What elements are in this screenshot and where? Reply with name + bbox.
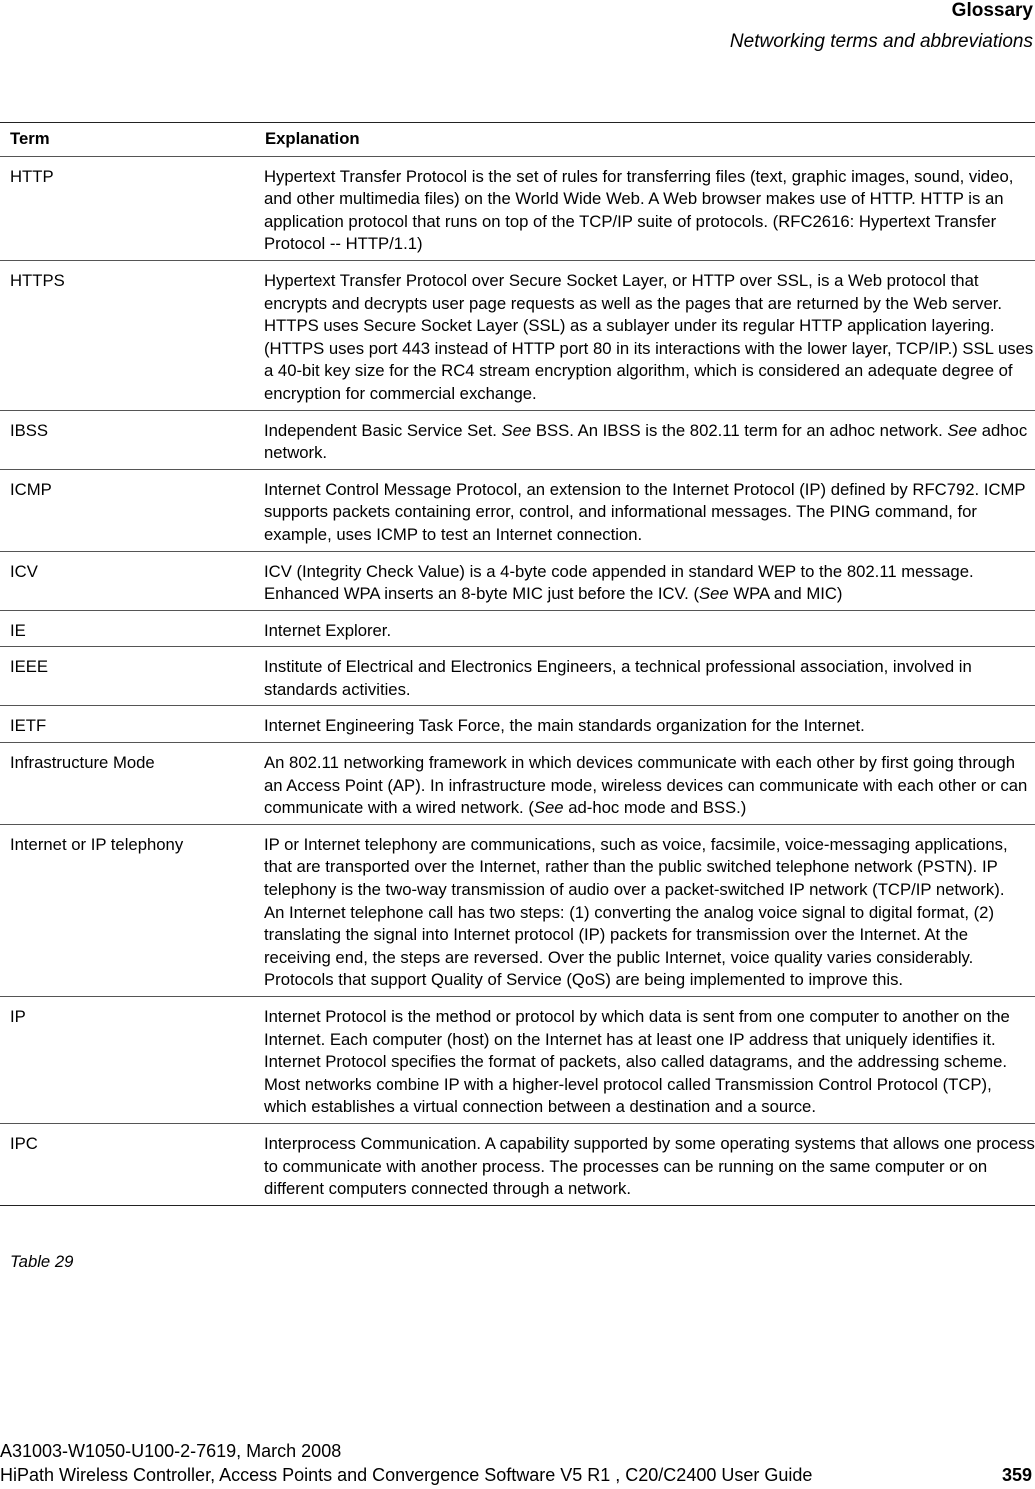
term-cell: IEEE	[0, 647, 255, 706]
explanation-text: Internet Explorer.	[264, 620, 392, 640]
table-row	[0, 647, 1035, 706]
table-caption: Table 29	[10, 1252, 74, 1271]
explanation-text: Hypertext Transfer Protocol is the set of rules for transferring files (text, graphic images, sound, video, and other multimedia files) on the World Wide Web. A Web browser makes use of HTTP. HTTP is an application protocol that runs on top of the TCP/IP suite of protocols. (RFC2616: Hypertext Transfer Protocol -- HTTP/1.1)	[264, 166, 1014, 254]
footer-doc-id: A31003-W1050-U100-2-7619, March 2008	[0, 1441, 342, 1461]
table-row	[0, 260, 1035, 410]
explanation-text: Interprocess Communication. A capability supported by some operating systems that allows one process to communicate with another process. The processes can be running on the same computer or on different computers connected through a network.	[264, 1133, 1035, 1199]
explanation-text: An 802.11 networking framework in which devices communicate with each other by first going through an Access Point (AP). In infrastructure mode, wireless devices can communicate with each other or can communicate with a wired network. (	[264, 753, 1028, 818]
explanation-text: BSS. An IBSS is the 802.11 term for an adhoc network.	[531, 420, 948, 440]
explanation-text: WPA and MIC)	[728, 584, 843, 604]
explanation-text: Independent Basic Service Set.	[264, 420, 502, 440]
table-row	[0, 1123, 1035, 1205]
term-cell: HTTPS	[0, 260, 255, 410]
explanation-cell	[255, 410, 1035, 469]
explanation-text: Institute of Electrical and Electronics Engineers, a technical professional association, involved in standards activities.	[264, 657, 972, 699]
explanation-paragraph: An Internet telephone call has two steps: (1) converting the analog voice signal to digital format, (2) translating the signal into Internet protocol (IP) packets for transmission over the Internet. At the receiving end, the steps are reversed. Over the public Internet, voice quality varies considerably. Protocols that support Quality of Service (QoS) are being implemented to improve this.	[264, 902, 995, 990]
see-reference: See	[533, 798, 564, 818]
explanation-text: Internet Engineering Task Force, the main standards organization for the Internet.	[264, 716, 865, 736]
explanation-cell	[255, 824, 1035, 996]
explanation-cell	[255, 156, 1035, 260]
explanation-text: Internet Protocol is the method or protocol by which data is sent from one computer to another on the Internet. Each computer (host) on the Internet has at least one IP address that uniquely identifies it. Internet Protocol specifies the format of packets, also called datagrams, and the addressing scheme. Most networks combine IP with a higher-level protocol called Transmission Control Protocol (TCP), which establishes a virtual connection between a destination and a source.	[264, 1007, 1010, 1117]
glossary-table	[0, 122, 1035, 1206]
explanation-text: ad-hoc mode and BSS.)	[563, 798, 747, 818]
page-number: 359	[1001, 1465, 1032, 1485]
term-cell: Infrastructure Mode	[0, 743, 255, 825]
column-header-term: Term	[0, 123, 255, 157]
explanation-text: ICV (Integrity Check Value) is a 4-byte code appended in standard WEP to the 802.11 message. Enhanced WPA inserts an 8-byte MIC just before the ICV. (	[264, 561, 974, 604]
term-cell: IBSS	[0, 410, 255, 469]
term-cell: Internet or IP telephony	[0, 824, 255, 996]
table-row	[0, 469, 1035, 551]
page-header-subtitle: Networking terms and abbreviations	[729, 31, 1033, 52]
explanation-text: Internet Control Message Protocol, an extension to the Internet Protocol (IP) defined by RFC792. ICMP supports packets containing error, control, and informational messages. The PING command, for example, uses ICMP to test an Internet connection.	[264, 479, 1026, 544]
term-cell: IETF	[0, 706, 255, 743]
term-cell: IE	[0, 610, 255, 647]
explanation-paragraph: IP or Internet telephony are communications, such as voice, facsimile, voice-messaging applications, that are transported over the Internet, rather than the public switched telephone network (PSTN). IP telephony is the two-way transmission of audio over a packet-switched IP network (TCP/IP network).	[264, 834, 1008, 900]
explanation-cell	[255, 1123, 1035, 1205]
explanation-cell	[255, 610, 1035, 647]
footer-doc-title: HiPath Wireless Controller, Access Points and Convergence Software V5 R1 , C20/C2400 User Guide	[0, 1465, 813, 1485]
table-row	[0, 610, 1035, 647]
explanation-cell	[255, 743, 1035, 825]
explanation-cell	[255, 260, 1035, 410]
explanation-text: adhoc network.	[264, 420, 1028, 463]
explanation-cell	[255, 997, 1035, 1124]
table-row	[0, 410, 1035, 469]
term-cell: IP	[0, 997, 255, 1124]
table-row	[0, 824, 1035, 996]
explanation-text: Hypertext Transfer Protocol over Secure Socket Layer, or HTTP over SSL, is a Web protocol that encrypts and decrypts user page requests as well as the pages that are returned by the Web server. HTTPS uses Secure Socket Layer (SSL) as a sublayer under its regular HTTP application layering. (HTTPS uses port 443 instead of HTTP port 80 in its interactions with the lower layer, TCP/IP.) SSL uses a 40-bit key size for the RC4 stream encryption algorithm, which is considered an adequate degree of encryption for commercial exchange.	[264, 270, 1034, 403]
table-header-row	[0, 123, 1035, 157]
see-reference: See	[501, 420, 532, 440]
explanation-cell	[255, 469, 1035, 551]
page-header-title: Glossary	[951, 0, 1033, 21]
term-cell: ICMP	[0, 469, 255, 551]
see-reference: See	[699, 584, 729, 604]
explanation-cell	[255, 706, 1035, 743]
table-row	[0, 997, 1035, 1124]
term-cell: IPC	[0, 1123, 255, 1205]
table-row	[0, 706, 1035, 743]
term-cell: HTTP	[0, 156, 255, 260]
see-reference: See	[947, 420, 978, 440]
table-row	[0, 156, 1035, 260]
table-row	[0, 551, 1035, 610]
explanation-cell	[255, 647, 1035, 706]
table-row	[0, 743, 1035, 825]
term-cell: ICV	[0, 551, 255, 610]
column-header-explanation: Explanation	[255, 123, 1035, 157]
explanation-cell	[255, 551, 1035, 610]
